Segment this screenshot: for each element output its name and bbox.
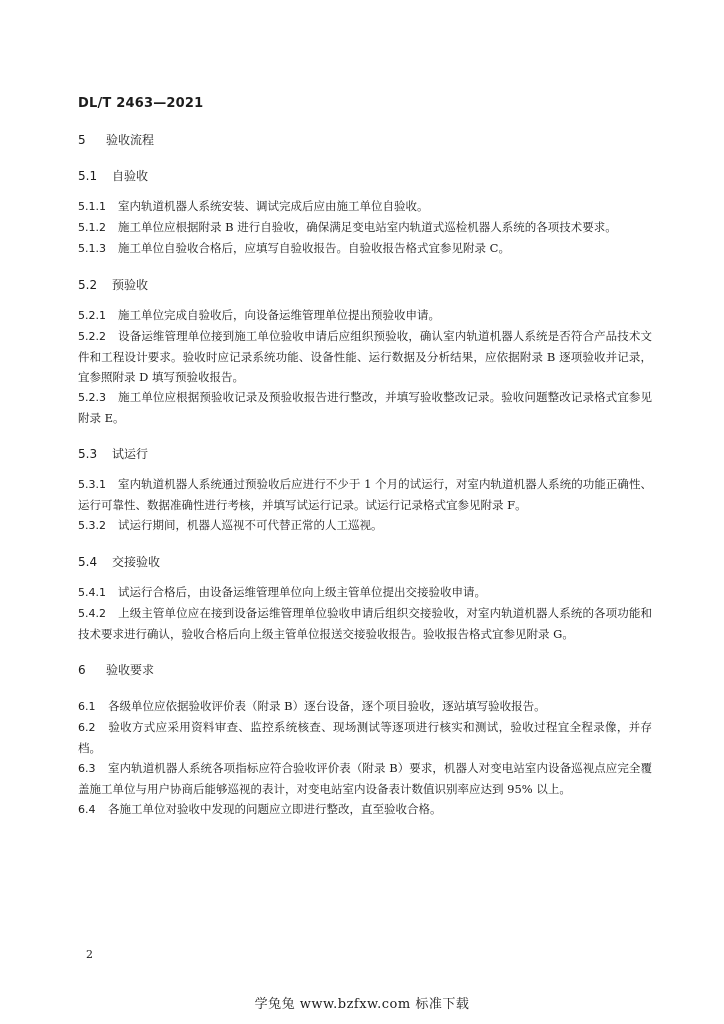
clause: 6.4 各施工单位对验收中发现的问题应立即进行整改，直至验收合格。: [78, 802, 442, 816]
clause: 5.2.3 施工单位应根据预验收记录及预验收报告进行整改，并填写验收整改记录。验收问题整改记录格式宜参见附录 E。: [78, 390, 652, 425]
page-number: 2: [86, 948, 93, 961]
subsection-heading: 5.2 预验收: [78, 278, 149, 292]
clause: 6.1 各级单位应依据验收评价表（附录 B）逐台设备，逐个项目验收，逐站填写验收报告。: [78, 699, 546, 713]
clause: 5.3.1 室内轨道机器人系统通过预验收后应进行不少于 1 个月的试运行，对室内轨道机器人系统的功能正确性、运行可靠性、数据准确性进行考核，并填写试运行记录。试运行记录格式宜参见附录 F。: [78, 477, 652, 512]
clause: 6.3 室内轨道机器人系统各项指标应符合验收评价表（附录 B）要求，机器人对变电站室内设备巡视点应完全覆盖施工单位与用户协商后能够巡视的表计，对变电站室内设备表计数值识别率应达到 95% 以上。: [78, 761, 652, 796]
section-heading: 5 验收流程: [78, 133, 155, 147]
clause: 5.4.2 上级主管单位应在接到设备运维管理单位验收申请后组织交接验收，对室内轨道机器人系统的各项功能和技术要求进行确认，验收合格后向上级主管单位报送交接验收报告。验收报告格式宜参见附录 G。: [78, 606, 652, 641]
document-id: DL/T 2463—2021: [78, 96, 204, 111]
clause: 5.2.2 设备运维管理单位接到施工单位验收申请后应组织预验收，确认室内轨道机器人系统是否符合产品技术文件和工程设计要求。验收时应记录系统功能、设备性能、运行数据及分析结果，应依据附录 B 逐项验收并记录，宜参照附录 D 填写预验收报告。: [78, 329, 652, 384]
clause: 5.1.1 室内轨道机器人系统安装、调试完成后应由施工单位自验收。: [78, 199, 429, 213]
clause: 5.3.2 试运行期间，机器人巡视不可代替正常的人工巡视。: [78, 518, 383, 532]
document-body: [78, 130, 652, 820]
clause: 6.2 验收方式应采用资料审查、监控系统核查、现场测试等逐项进行核实和测试，验收过程宜全程录像，并存档。: [78, 720, 652, 755]
section-heading: 6 验收要求: [78, 663, 155, 677]
subsection-heading: 5.4 交接验收: [78, 555, 161, 569]
clause: 5.1.2 施工单位应根据附录 B 进行自验收，确保满足变电站室内轨道式巡检机器人系统的各项技术要求。: [78, 220, 617, 234]
clause: 5.2.1 施工单位完成自验收后，向设备运维管理单位提出预验收申请。: [78, 308, 440, 322]
subsection-heading: 5.3 试运行: [78, 447, 149, 461]
clause: 5.1.3 施工单位自验收合格后，应填写自验收报告。自验收报告格式宜参见附录 C。: [78, 241, 510, 255]
watermark-footer: 学兔兔 www.bzfxw.com 标准下载: [254, 997, 470, 1012]
subsection-heading: 5.1 自验收: [78, 169, 149, 183]
clause: 5.4.1 试运行合格后，由设备运维管理单位向上级主管单位提出交接验收申请。: [78, 585, 486, 599]
